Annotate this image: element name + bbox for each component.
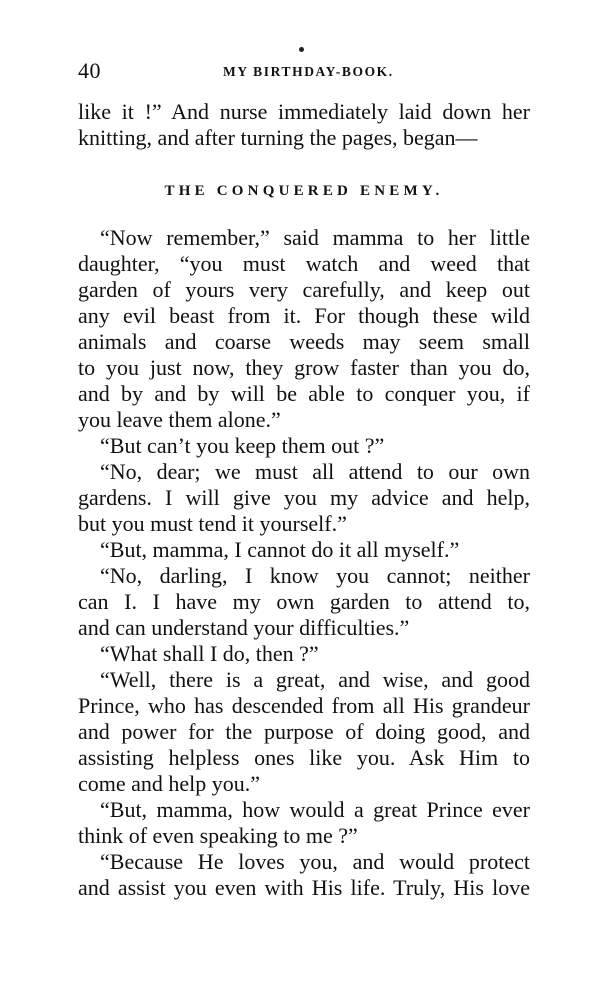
text-line: “No, darling, I know you cannot; neither	[100, 563, 530, 588]
text-line: think of even speaking to me ?”	[78, 823, 358, 848]
text-line: any evil beast from it. For though these wild	[78, 303, 530, 328]
page-number: 40	[78, 58, 101, 83]
text-line: “But, mamma, how would a great Prince ever	[100, 797, 530, 822]
text-line: to you just now, they grow faster than you do,	[78, 355, 530, 380]
text-line: “But can’t you keep them out ?”	[100, 433, 385, 458]
text-line: “But, mamma, I cannot do it all myself.”	[100, 537, 460, 562]
intro-paragraph	[78, 99, 530, 151]
text-line: animals and coarse weeds may seem small	[78, 329, 530, 354]
text-line: “Well, there is a great, and wise, and good	[100, 667, 530, 692]
text-line: and assist you even with His life. Truly, His love	[78, 875, 530, 900]
section-title: THE CONQUERED ENEMY.	[164, 183, 444, 199]
text-line: Prince, who has descended from all His grandeur	[78, 693, 530, 718]
text-line: “What shall I do, then ?”	[100, 641, 319, 666]
page-header	[78, 58, 528, 88]
text-line: can I. I have my own garden to attend to,	[78, 589, 530, 614]
text-line: garden of yours very carefully, and keep out	[78, 277, 530, 302]
text-line: like it !” And nurse immediately laid down her	[78, 99, 530, 124]
text-line: and by and by will be able to conquer you, if	[78, 381, 530, 406]
text-line: you leave them alone.”	[78, 407, 281, 432]
story-text	[78, 225, 530, 901]
text-line: but you must tend it yourself.”	[78, 511, 347, 536]
text-line: and power for the purpose of doing good, and	[78, 719, 530, 744]
text-line: “Now remember,” said mamma to her little	[100, 225, 530, 250]
text-line: daughter, “you must watch and weed that	[78, 251, 530, 276]
text-line: gardens. I will give you my advice and help,	[78, 485, 530, 510]
text-line: “No, dear; we must all attend to our own	[100, 459, 530, 484]
running-title: MY BIRTHDAY-BOOK.	[223, 64, 394, 79]
text-line: knitting, and after turning the pages, began—	[78, 125, 478, 150]
text-line: and can understand your difficulties.”	[78, 615, 410, 640]
text-line: assisting helpless ones like you. Ask Him to	[78, 745, 530, 770]
text-line: “Because He loves you, and would protect	[100, 849, 530, 874]
text-line: come and help you.”	[78, 771, 261, 796]
ink-speck	[299, 47, 304, 52]
